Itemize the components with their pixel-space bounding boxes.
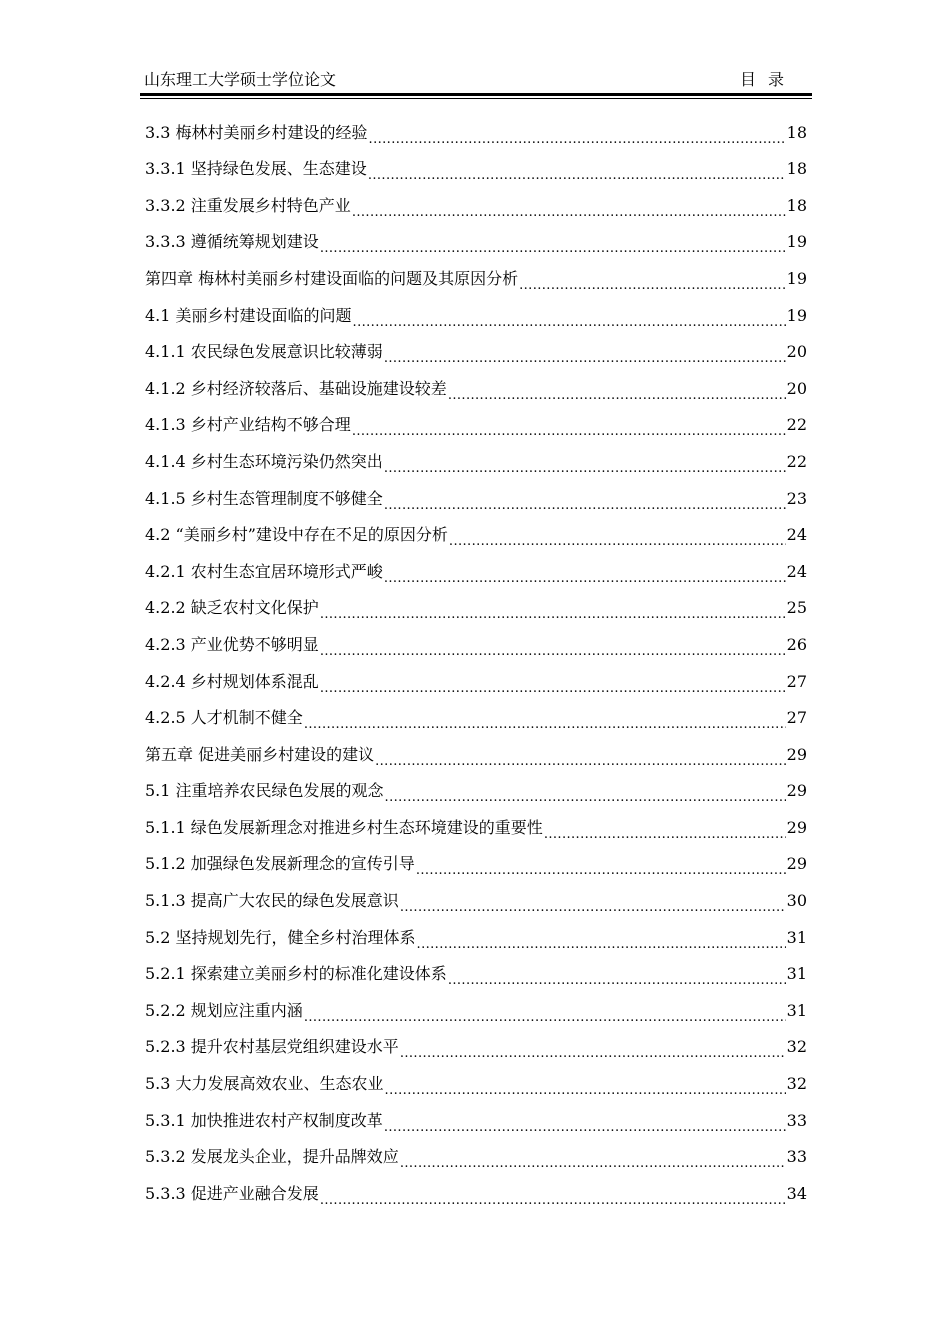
- toc-entry-title: 4.1.1 农民绿色发展意识比较薄弱: [145, 342, 383, 362]
- toc-entry-title: 5.1 注重培养农民绿色发展的观念: [145, 781, 384, 801]
- toc-leader-dots: [304, 702, 786, 734]
- toc-leader-dots: [416, 848, 786, 880]
- toc-entry-title: 5.1.1 绿色发展新理念对推进乡村生态环境建设的重要性: [145, 817, 543, 837]
- toc-leader-dots: [320, 666, 786, 698]
- toc-entry-page: 32: [786, 1037, 807, 1057]
- toc-entry[interactable]: [145, 954, 807, 991]
- toc-entry[interactable]: [145, 368, 807, 405]
- toc-entry-page: 26: [786, 634, 807, 654]
- toc-entry-title: 5.3 大力发展高效农业、生态农业: [145, 1074, 384, 1094]
- toc-entry[interactable]: [145, 1137, 807, 1174]
- thesis-title: 山东理工大学硕士学位论文: [144, 70, 337, 89]
- toc-entry[interactable]: [145, 149, 807, 186]
- toc-leader-dots: [369, 117, 786, 149]
- toc-entry[interactable]: [145, 624, 807, 661]
- toc-leader-dots: [400, 885, 786, 917]
- toc-entry-title: 5.1.3 提高广大农民的绿色发展意识: [145, 891, 399, 911]
- toc-leader-dots: [384, 1105, 786, 1137]
- toc-entry[interactable]: [145, 771, 807, 808]
- toc-entry-page: 19: [786, 305, 807, 325]
- toc-entry-title: 4.2.3 产业优势不够明显: [145, 634, 319, 654]
- toc-entry-page: 18: [786, 195, 807, 215]
- toc-entry-title: 4.2.2 缺乏农村文化保护: [145, 598, 319, 618]
- toc-entry-title: 4.1.2 乡村经济较落后、基础设施建设较差: [145, 378, 447, 398]
- table-of-contents: [145, 112, 807, 1210]
- toc-leader-dots: [320, 226, 786, 258]
- toc-entry-page: 23: [786, 488, 807, 508]
- toc-entry[interactable]: [145, 844, 807, 881]
- toc-leader-dots: [352, 190, 786, 222]
- toc-entry-page: 20: [786, 342, 807, 362]
- toc-entry-page: 34: [786, 1183, 807, 1203]
- toc-entry-page: 29: [786, 854, 807, 874]
- toc-entry-title: 第四章 梅林村美丽乡村建设面临的问题及其原因分析: [145, 268, 519, 288]
- toc-leader-dots: [352, 409, 786, 441]
- toc-leader-dots: [384, 483, 786, 515]
- toc-entry[interactable]: [145, 332, 807, 369]
- toc-leader-dots: [384, 556, 786, 588]
- toc-entry-page: 25: [786, 598, 807, 618]
- toc-entry[interactable]: [145, 990, 807, 1027]
- toc-entry[interactable]: [145, 405, 807, 442]
- toc-entry[interactable]: [145, 917, 807, 954]
- toc-entry-page: 29: [786, 744, 807, 764]
- toc-entry-title: 3.3.3 遵循统筹规划建设: [145, 232, 319, 252]
- toc-entry-page: 24: [786, 525, 807, 545]
- toc-entry-title: 5.1.2 加强绿色发展新理念的宣传引导: [145, 854, 415, 874]
- toc-leader-dots: [449, 519, 786, 551]
- toc-leader-dots: [385, 775, 786, 807]
- toc-entry-page: 32: [786, 1074, 807, 1094]
- toc-entry-page: 30: [786, 891, 807, 911]
- toc-entry[interactable]: [145, 222, 807, 259]
- toc-entry[interactable]: [145, 1100, 807, 1137]
- toc-entry-title: 4.2 “美丽乡村”建设中存在不足的原因分析: [145, 525, 448, 545]
- toc-entry[interactable]: [145, 734, 807, 771]
- toc-leader-dots: [375, 739, 786, 771]
- toc-entry-title: 4.1 美丽乡村建设面临的问题: [145, 305, 352, 325]
- toc-entry-title: 5.2.1 探索建立美丽乡村的标准化建设体系: [145, 964, 447, 984]
- toc-leader-dots: [320, 1178, 786, 1210]
- toc-leader-dots: [448, 373, 786, 405]
- toc-entry[interactable]: [145, 807, 807, 844]
- toc-leader-dots: [400, 1141, 786, 1173]
- toc-entry[interactable]: [145, 258, 807, 295]
- toc-leader-dots: [385, 1068, 786, 1100]
- toc-entry[interactable]: [145, 112, 807, 149]
- toc-entry-title: 3.3.2 注重发展乡村特色产业: [145, 195, 351, 215]
- toc-entry-title: 第五章 促进美丽乡村建设的建议: [145, 744, 375, 764]
- toc-entry-page: 19: [786, 232, 807, 252]
- toc-entry-page: 20: [786, 378, 807, 398]
- toc-entry-title: 4.2.5 人才机制不健全: [145, 708, 303, 728]
- toc-leader-dots: [320, 629, 786, 661]
- toc-entry-page: 18: [786, 159, 807, 179]
- toc-entry-title: 4.2.4 乡村规划体系混乱: [145, 671, 319, 691]
- toc-entry-title: 5.2.2 规划应注重内涵: [145, 1000, 303, 1020]
- toc-entry-page: 31: [786, 927, 807, 947]
- toc-entry-title: 5.3.3 促进产业融合发展: [145, 1183, 319, 1203]
- toc-entry[interactable]: [145, 295, 807, 332]
- toc-leader-dots: [368, 153, 786, 185]
- toc-entry-page: 27: [786, 708, 807, 728]
- toc-entry-title: 5.3.2 发展龙头企业，提升品牌效应: [145, 1147, 399, 1167]
- toc-leader-dots: [304, 995, 786, 1027]
- toc-entry-title: 3.3 梅林村美丽乡村建设的经验: [145, 122, 368, 142]
- toc-entry-page: 31: [786, 1000, 807, 1020]
- toc-entry-title: 5.3.1 加快推进农村产权制度改革: [145, 1110, 383, 1130]
- toc-leader-dots: [384, 336, 786, 368]
- toc-leader-dots: [544, 812, 786, 844]
- toc-entry[interactable]: [145, 1173, 807, 1210]
- page-header: [140, 70, 810, 90]
- toc-leader-dots: [519, 263, 786, 295]
- toc-entry[interactable]: [145, 515, 807, 552]
- toc-leader-dots: [417, 922, 786, 954]
- toc-entry-page: 27: [786, 671, 807, 691]
- toc-leader-dots: [320, 592, 786, 624]
- toc-entry[interactable]: [145, 441, 807, 478]
- toc-entry-page: 19: [786, 268, 807, 288]
- toc-entry[interactable]: [145, 1063, 807, 1100]
- toc-entry-page: 29: [786, 817, 807, 837]
- toc-entry-page: 18: [786, 122, 807, 142]
- toc-entry-title: 4.1.4 乡村生态环境污染仍然突出: [145, 451, 383, 471]
- toc-entry[interactable]: [145, 588, 807, 625]
- toc-leader-dots: [448, 958, 786, 990]
- toc-entry-page: 33: [786, 1110, 807, 1130]
- toc-leader-dots: [400, 1031, 786, 1063]
- toc-entry-title: 4.1.3 乡村产业结构不够合理: [145, 415, 351, 435]
- toc-entry-title: 3.3.1 坚持绿色发展、生态建设: [145, 159, 367, 179]
- header-rule-thin: [140, 98, 812, 99]
- toc-entry-page: 22: [786, 451, 807, 471]
- toc-entry-title: 5.2.3 提升农村基层党组织建设水平: [145, 1037, 399, 1057]
- header-rule-thick: [140, 93, 812, 96]
- toc-entry-title: 5.2 坚持规划先行，健全乡村治理体系: [145, 927, 416, 947]
- toc-entry[interactable]: [145, 478, 807, 515]
- toc-leader-dots: [353, 300, 786, 332]
- toc-entry-title: 4.1.5 乡村生态管理制度不够健全: [145, 488, 383, 508]
- toc-entry[interactable]: [145, 1027, 807, 1064]
- toc-entry-page: 29: [786, 781, 807, 801]
- toc-entry[interactable]: [145, 551, 807, 588]
- toc-entry-page: 33: [786, 1147, 807, 1167]
- toc-entry-title: 4.2.1 农村生态宜居环境形式严峻: [145, 561, 383, 581]
- toc-entry[interactable]: [145, 185, 807, 222]
- toc-entry[interactable]: [145, 880, 807, 917]
- toc-entry[interactable]: [145, 698, 807, 735]
- section-title: 目录: [739, 70, 796, 89]
- toc-entry[interactable]: [145, 661, 807, 698]
- toc-entry-page: 24: [786, 561, 807, 581]
- toc-entry-page: 31: [786, 964, 807, 984]
- toc-leader-dots: [384, 446, 786, 478]
- toc-entry-page: 22: [786, 415, 807, 435]
